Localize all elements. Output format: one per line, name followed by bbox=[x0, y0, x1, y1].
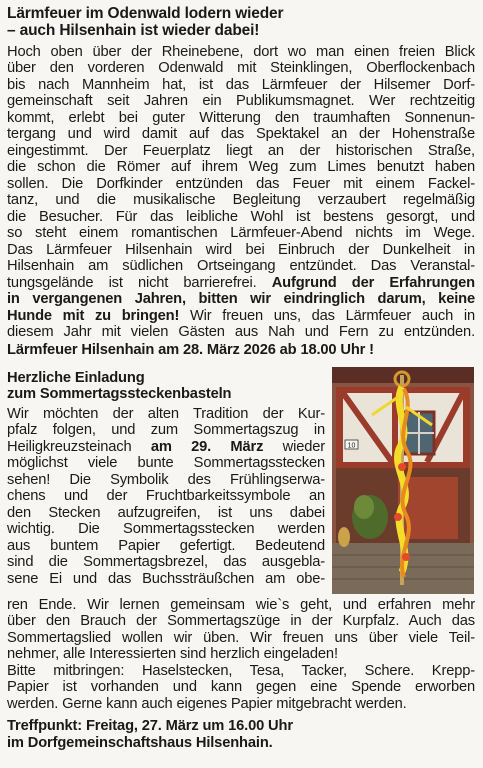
article1-body-line: über den vorderen Odenwald mit Steinklingen, Oberflockenbach bbox=[7, 60, 475, 76]
article1-body-line: so steht einem romantischen Lärmfeuer-Abend nichts im Wege. bbox=[7, 225, 475, 241]
article2-date-line bbox=[7, 439, 325, 455]
article1-body-line: tergang und wird damit auf das Spektakel an der Hohenstraße bbox=[7, 126, 475, 142]
sommertagsstecken-photo bbox=[332, 367, 474, 594]
article1-body-line: sollen. Die Dorfkinder entzünden das Feuer mit einem Fackel- bbox=[7, 176, 475, 192]
article2-body-line: möglichst viele bunte Sommertagsstecken bbox=[7, 455, 325, 471]
article2-body-line: Bitte mitbringen: Haselstecken, Tesa, Tacker, Schere. Krepp- bbox=[7, 663, 475, 679]
article2-body-line: chens und der Fruchtbarkeitssymbole an bbox=[7, 488, 325, 504]
article1-body-line: Das Lärmfeuer Hilsenhain wird bei Einbruch der Dunkelheit in bbox=[7, 242, 475, 258]
article2-body-line: aus buntem Papier gefertigt. Bedeutend bbox=[7, 538, 325, 554]
article2-body-line: Wir möchten der alten Tradition der Kur- bbox=[7, 406, 325, 422]
article2-body-line: ren Ende. Wir lernen gemeinsam wie`s geht, und erfahren mehr bbox=[7, 597, 475, 613]
article1-body-line: tanz, und die musikalische Begleitung verzaubert regelmäßig bbox=[7, 192, 475, 208]
article1-body-line: die Besucher. Für das leibliche Wohl ist bestens gesorgt, und bbox=[7, 209, 475, 225]
article1-body-line: die schon die Römer auf ihrem Weg zum Limes benutzt haben bbox=[7, 159, 475, 175]
article1-body-line: gemeinschaft seit Jahren ein Publikumsmagnet. Wer rechtzeitig bbox=[7, 93, 475, 109]
article2-body-line: pfalz folgen, und zum Sommertagszug in bbox=[7, 422, 325, 438]
article1-bold-mixed-line bbox=[7, 308, 475, 324]
article1-body-line: eingestimmt. Der Feuerplatz liegt an der historischen Straße, bbox=[7, 143, 475, 159]
article2-body-line: wichtig. Die Sommertagsstecken werden bbox=[7, 521, 325, 537]
article2-body-line: werden. Gerne kann auch eigenes Papier mitgebracht werden. bbox=[7, 696, 407, 712]
article1-mixed-normal: tungsgelände ist nicht barrierefrei. bbox=[7, 275, 272, 291]
article1-after-bold: Wir freuen uns, das Lärmfeuer auch in bbox=[179, 308, 475, 324]
article1-mixed-bold: Aufgrund der Erfahrungen bbox=[271, 275, 475, 291]
article2-meeting-line2: im Dorfgemeinschaftshaus Hilsenhain. bbox=[7, 735, 273, 751]
article2-location: Heiligkreuzsteinach bbox=[7, 439, 132, 455]
article2-title-line2: zum Sommertagssteckenbasteln bbox=[7, 386, 232, 402]
article1-body-line: Hilsenhain am südlichen Ortseingang entzündet. Das Veranstal- bbox=[7, 258, 475, 274]
article2-body-line: sind die Sommertagsbrezel, das ausgebla- bbox=[7, 554, 325, 570]
article1-body-line: bis nach Mannheim hat, ist das Lärmfeuer der Hilsemer Dorf- bbox=[7, 77, 475, 93]
article2-body-line: Papier ist vorhanden und kann gegen eine Spende erworben bbox=[7, 679, 475, 695]
article1-mixed-line bbox=[7, 275, 475, 291]
house-number: 10 bbox=[347, 442, 356, 450]
article1-body-line: Hoch oben über der Rheinebene, dort wo man einen freien Blick bbox=[7, 44, 475, 60]
article1-closing: Lärmfeuer Hilsenhain am 28. März 2026 ab 18.00 Uhr ! bbox=[7, 342, 374, 358]
article2-date-after: wieder bbox=[263, 439, 325, 455]
article2-body-line: über den Brauch der Sommertagszüge in der Kurpfalz. Auch das bbox=[7, 613, 475, 629]
article1-title-line1: Lärmfeuer im Odenwald lodern wieder bbox=[7, 5, 284, 22]
article2-title-line1: Herzliche Einladung bbox=[7, 370, 145, 386]
article1-title-line2: – auch Hilsenhain ist wieder dabei! bbox=[7, 22, 260, 39]
article2-body-line: nehmer, alle Interessierten sind herzlich eingeladen! bbox=[7, 646, 338, 662]
photo-illustration bbox=[332, 367, 474, 594]
article1-bold-notice: Hunde mit zu bringen! bbox=[7, 308, 180, 324]
article1-bold-line: in vergangenen Jahren, bitten wir eindringlich darum, keine bbox=[7, 291, 475, 307]
article1-body-line: kommt, erlebt bei guter Witterung den traumhaften Sonnenun- bbox=[7, 110, 475, 126]
article2-body-line: den Stecken aufzugreifen, ist uns dabei bbox=[7, 505, 325, 521]
article2-body-line: Sommertagslied wollen wir üben. Wir freuen uns über viele Teil- bbox=[7, 630, 475, 646]
article2-body-line: sehen! Die Symbolik des Frühlingserwa- bbox=[7, 472, 325, 488]
article1-body-line: diesem Jahr mit vielen Gästen aus Nah und Fern zu entzünden. bbox=[7, 324, 475, 340]
article2-date: am 29. März bbox=[150, 439, 264, 455]
article2-meeting-line1: Treffpunkt: Freitag, 27. März um 16.00 Uhr bbox=[7, 718, 293, 734]
article2-body-line: sene Ei und das Buchssträußchen am obe- bbox=[7, 571, 325, 587]
